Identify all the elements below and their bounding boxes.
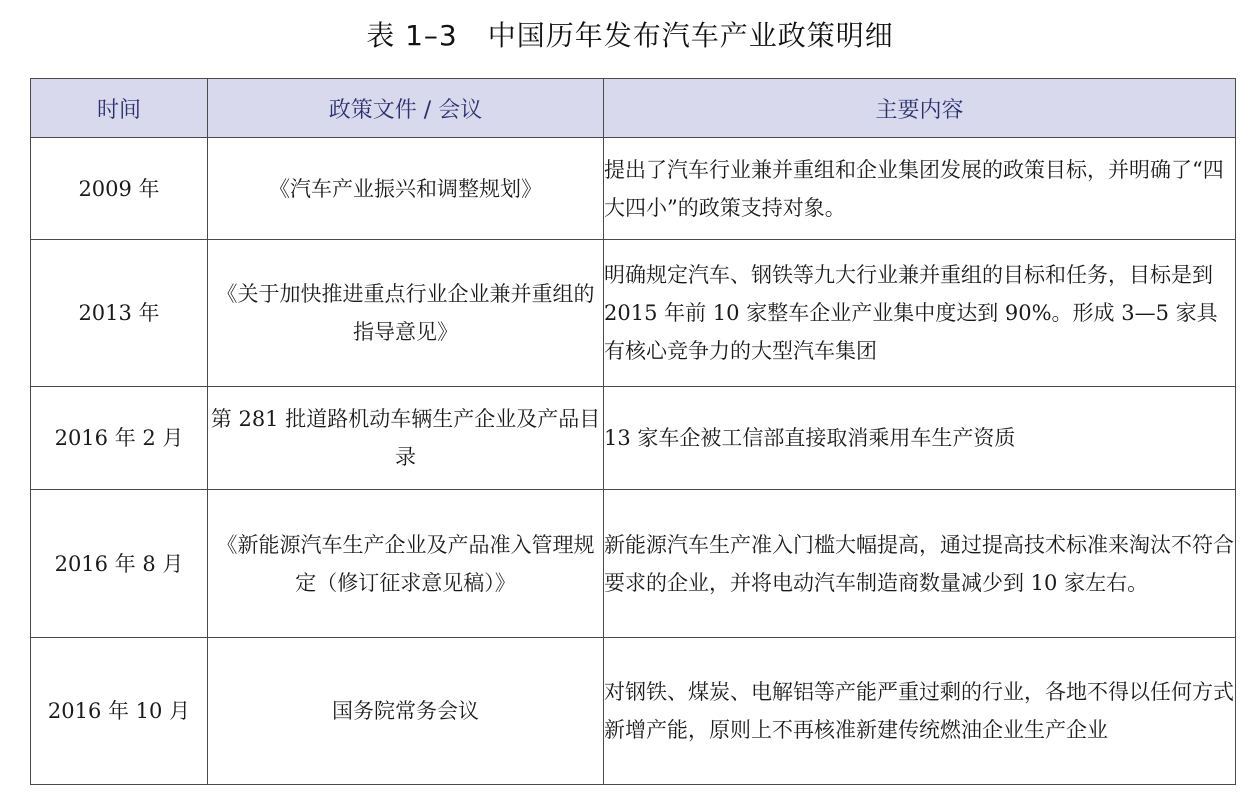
cell-content: 新能源汽车生产准入门槛大幅提高，通过提高技术标准来淘汰不符合要求的企业，并将电动汽车制造商数量减少到 10 家左右。: [604, 490, 1236, 638]
cell-policy: 第 281 批道路机动车辆生产企业及产品目录: [208, 387, 604, 490]
cell-time: 2016 年 2 月: [31, 387, 208, 490]
table-caption: [0, 14, 1260, 54]
table-title: 中国历年发布汽车产业政策明细: [487, 19, 894, 52]
table-body: [31, 138, 1236, 785]
cell-content: 明确规定汽车、钢铁等九大行业兼并重组的目标和任务，目标是到 2015 年前 10 家整车企业产业集中度达到 90%。形成 3—5 家具有核心竞争力的大型汽车集团: [604, 240, 1236, 387]
header-policy: 政策文件 / 会议: [208, 79, 604, 138]
cell-time: 2016 年 10 月: [31, 638, 208, 785]
cell-policy: 《汽车产业振兴和调整规划》: [208, 138, 604, 240]
cell-content: 提出了汽车行业兼并重组和企业集团发展的政策目标，并明确了“四大四小”的政策支持对象。: [604, 138, 1236, 240]
table-header: [31, 79, 1236, 138]
cell-policy: 国务院常务会议: [208, 638, 604, 785]
header-content: 主要内容: [604, 79, 1236, 138]
cell-time: 2016 年 8 月: [31, 490, 208, 638]
table-number: 表 1–3: [366, 19, 458, 52]
table-row: [31, 490, 1236, 638]
cell-time: 2013 年: [31, 240, 208, 387]
table-row: [31, 638, 1236, 785]
table-row: [31, 387, 1236, 490]
cell-policy: 《关于加快推进重点行业企业兼并重组的指导意见》: [208, 240, 604, 387]
cell-content: 对钢铁、煤炭、电解铝等产能严重过剩的行业，各地不得以任何方式新增产能，原则上不再核准新建传统燃油企业生产企业: [604, 638, 1236, 785]
cell-policy: 《新能源汽车生产企业及产品准入管理规定（修订征求意见稿）》: [208, 490, 604, 638]
cell-time: 2009 年: [31, 138, 208, 240]
table-row: [31, 240, 1236, 387]
cell-content: 13 家车企被工信部直接取消乘用车生产资质: [604, 387, 1236, 490]
header-row: [31, 79, 1236, 138]
header-time: 时间: [31, 79, 208, 138]
policy-table: [30, 78, 1236, 785]
table-row: [31, 138, 1236, 240]
